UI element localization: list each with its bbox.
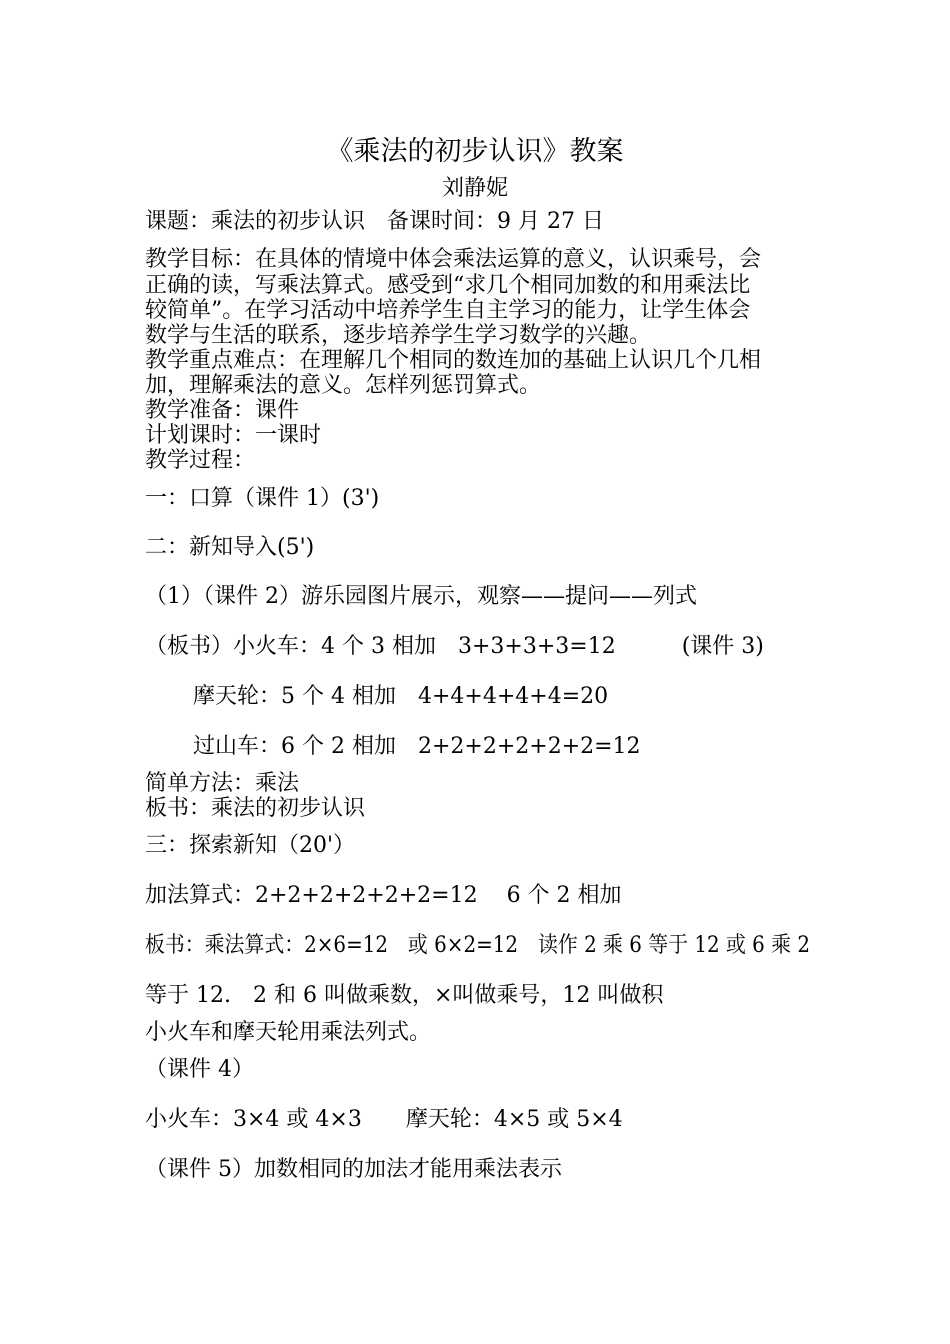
key-points-line-2: 加，理解乘法的意义。怎样列惩罚算式。 [145,373,542,398]
teaching-goal-line-4: 数学与生活的联系，逐步培养学生学习数学的兴趣。 [145,323,652,348]
board-train-line: （板书）小火车：4 个 3 相加 3+3+3+3=12 (课件 3) [145,634,764,659]
board-title-line: 板书：乘法的初步认识 [145,796,366,821]
board-roller-coaster-line: 过山车：6 个 2 相加 2+2+2+2+2+2=12 [193,734,641,759]
key-points-line-1: 教学重点难点：在理解几个相同的数连加的基础上认识几个几相 [145,348,762,373]
step-one-line: （1）（课件 2）游乐园图片展示，观察——提问——列式 [145,584,697,609]
section-one-heading: 一：口算（课件 1）(3') [145,486,380,511]
multiplication-formula-line: 板书：乘法算式：2×6=12 或 6×2=12 读作 2 乘 6 等于 12 或 6 乘 2 [145,933,811,958]
preparation-line: 教学准备：课件 [145,398,300,423]
addition-formula-line: 加法算式：2+2+2+2+2+2=12 6 个 2 相加 [145,883,622,908]
lesson-topic-line: 课题：乘法的初步认识 备课时间：9 月 27 日 [145,209,604,234]
simple-method-line: 简单方法：乘法 [145,771,300,796]
document-title: 《乘法的初步认识》教案 [326,136,624,167]
courseware-four-line: （课件 4） [145,1057,254,1082]
exercise-answers-line: 小火车：3×4 或 4×3 摩天轮：4×5 或 5×4 [145,1107,623,1132]
board-ferris-wheel-line: 摩天轮：5 个 4 相加 4+4+4+4+4=20 [193,684,609,709]
terminology-line: 等于 12. 2 和 6 叫做乘数，×叫做乘号，12 叫做积 [145,983,664,1008]
teaching-goal-line-2: 正确的读，写乘法算式。感受到“求几个相同加数的和用乘法比 [145,273,751,298]
courseware-five-line: （课件 5）加数相同的加法才能用乘法表示 [145,1157,562,1182]
planned-hours-line: 计划课时：一课时 [145,423,322,448]
section-two-heading: 二：新知导入(5') [145,535,315,560]
document-author: 刘静妮 [441,176,508,201]
teaching-goal-line-3: 较简单”。在学习活动中培养学生自主学习的能力，让学生体会 [145,298,751,323]
teaching-goal-line-1: 教学目标：在具体的情境中体会乘法运算的意义，认识乘号，会 [145,247,762,272]
section-three-heading: 三：探索新知（20'） [145,833,356,858]
process-heading: 教学过程： [145,448,256,473]
exercise-instruction-line: 小火车和摩天轮用乘法列式。 [145,1020,432,1045]
